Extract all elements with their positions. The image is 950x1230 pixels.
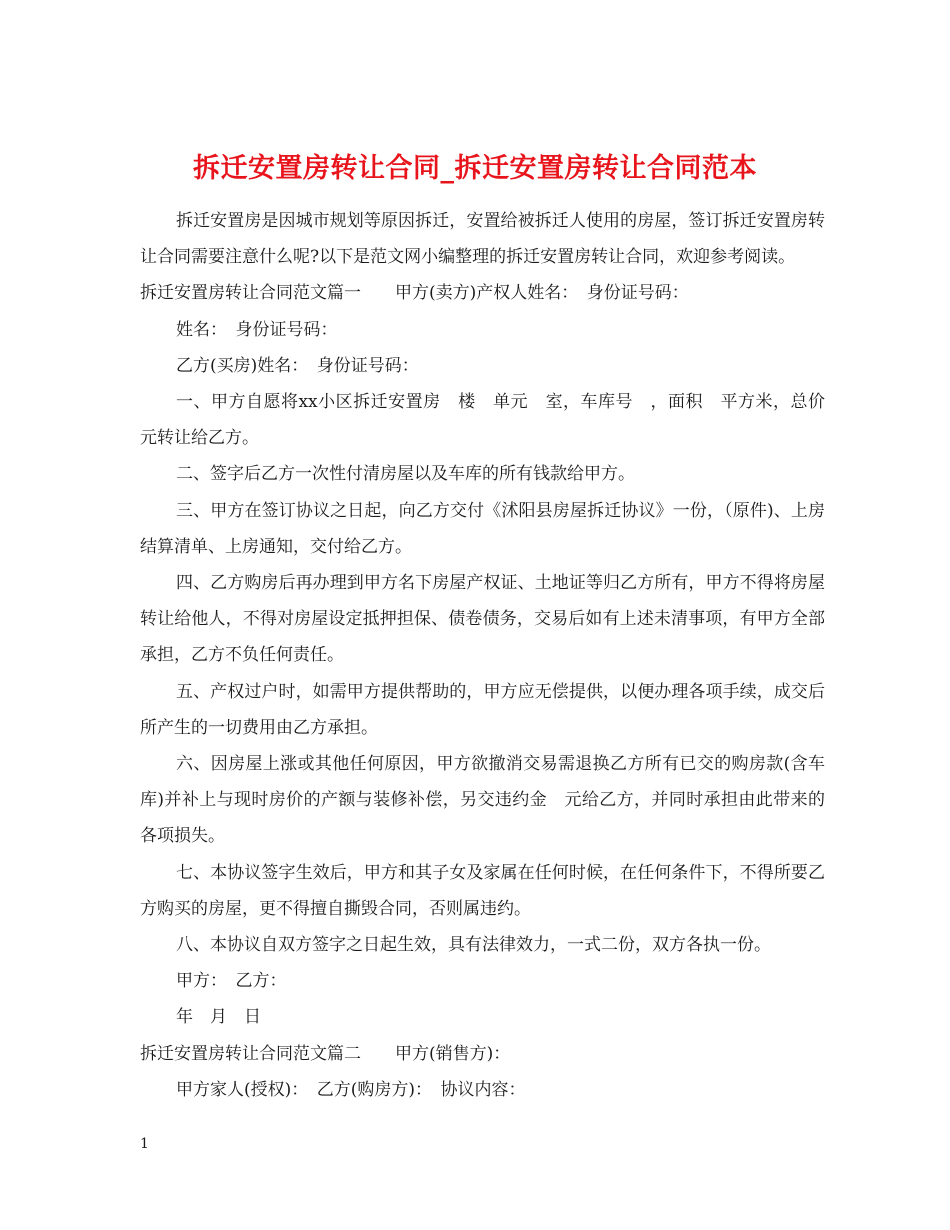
document-title: 拆迁安置房转让合同_拆迁安置房转让合同范本 — [193, 153, 757, 185]
sample1-heading: 拆迁安置房转让合同范文篇一 — [140, 283, 361, 304]
sample1-heading-line — [140, 275, 825, 311]
clause-2: 二、签字后乙方一次性付清房屋以及车库的所有钱款给甲方。 — [176, 464, 635, 485]
signature-line: 甲方： 乙方： — [176, 971, 287, 992]
date-line: 年 月 日 — [176, 1007, 261, 1028]
party-b-line: 乙方(买房)姓名： 身份证号码： — [176, 355, 419, 376]
clause-1: 一、甲方自愿将xx小区拆迁安置房 楼 单元 室，车库号 ，面积 平方米，总价 元转让给乙方。 — [140, 392, 842, 449]
sample2-heading: 拆迁安置房转让合同范文篇二 — [140, 1043, 361, 1064]
clause-7: 七、本协议签字生效后，甲方和其子女及家属在任何时候，在任何条件下，不得所要乙方购买的房屋，更不得擅自撕毁合同，否则属违约。 — [140, 862, 825, 919]
clause-8: 八、本协议自双方签字之日起生效，具有法律效力，一式二份，双方各执一份。 — [176, 935, 771, 956]
sample2-parties-line: 甲方家人(授权)： 乙方(购房方)： 协议内容： — [176, 1079, 526, 1100]
intro-paragraph: 拆迁安置房是因城市规划等原因拆迁，安置给被拆迁人使用的房屋，签订拆迁安置房转让合同需要注意什么呢?以下是范文网小编整理的拆迁安置房转让合同，欢迎参考阅读。 — [140, 211, 825, 268]
document-body — [140, 203, 842, 1108]
page-number: 1 — [140, 1136, 149, 1152]
party-a-name-line: 姓名： 身份证号码： — [176, 319, 338, 340]
clause-6: 六、因房屋上涨或其他任何原因，甲方欲撤消交易需退换乙方所有已交的购房款(含车库)并补上与现时房价的产额与装修补偿，另交违约金 元给乙方，并同时承担由此带来的各项损失。 — [140, 754, 825, 847]
sample2-party-a: 甲方(销售方)： — [395, 1043, 511, 1064]
sample2-heading-line — [140, 1036, 825, 1072]
clause-5: 五、产权过户时，如需甲方提供帮助的，甲方应无偿提供，以便办理各项手续，成交后所产生的一切费用由乙方承担。 — [140, 681, 825, 738]
sample1-party-a: 甲方(卖方)产权人姓名： 身份证号码： — [395, 283, 689, 304]
clause-3: 三、甲方在签订协议之日起，向乙方交付《沭阳县房屋拆迁协议》一份，（原件)、上房结算清单、上房通知，交付给乙方。 — [140, 500, 825, 557]
clause-4: 四、乙方购房后再办理到甲方名下房屋产权证、土地证等归乙方所有，甲方不得将房屋转让给他人，不得对房屋设定抵押担保、债卷债务，交易后如有上述未清事项，有甲方全部承担，乙方不负任何责任。 — [140, 573, 825, 666]
